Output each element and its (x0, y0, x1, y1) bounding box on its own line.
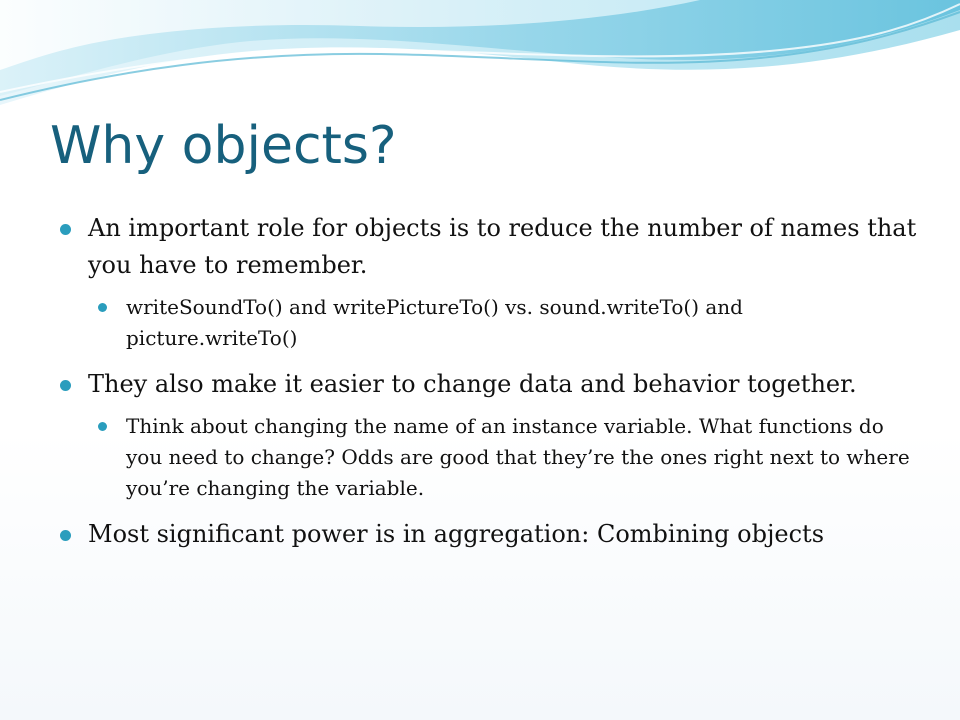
sub-bullet-text: writeSoundTo() and writePictureTo() vs. sound.writeTo() and picture.writeTo() (126, 295, 743, 350)
bullet-text: Most significant power is in aggregation: Combining objects (88, 520, 825, 548)
bullet-text: An important role for objects is to reduce the number of names that you have to remember. (88, 214, 917, 279)
sub-bullet-text: Think about changing the name of an instance variable. What functions do you need to change? Odds are good that they’re the ones right next to where you’re changing the variable. (126, 414, 910, 500)
bullet-icon (60, 380, 71, 391)
slide-content (60, 210, 920, 559)
bullet-item (60, 210, 920, 284)
bullet-icon (60, 530, 71, 541)
sub-bullet-icon (98, 303, 107, 312)
header-wave-decoration (0, 0, 960, 120)
bullet-item (60, 366, 920, 403)
bullet-text: They also make it easier to change data and behavior together. (88, 370, 857, 398)
sub-bullet-item (98, 292, 920, 354)
sub-bullet-icon (98, 422, 107, 431)
bullet-icon (60, 224, 71, 235)
sub-bullet-item (98, 411, 920, 504)
slide-title: Why objects? (50, 116, 397, 176)
bullet-item (60, 516, 920, 553)
